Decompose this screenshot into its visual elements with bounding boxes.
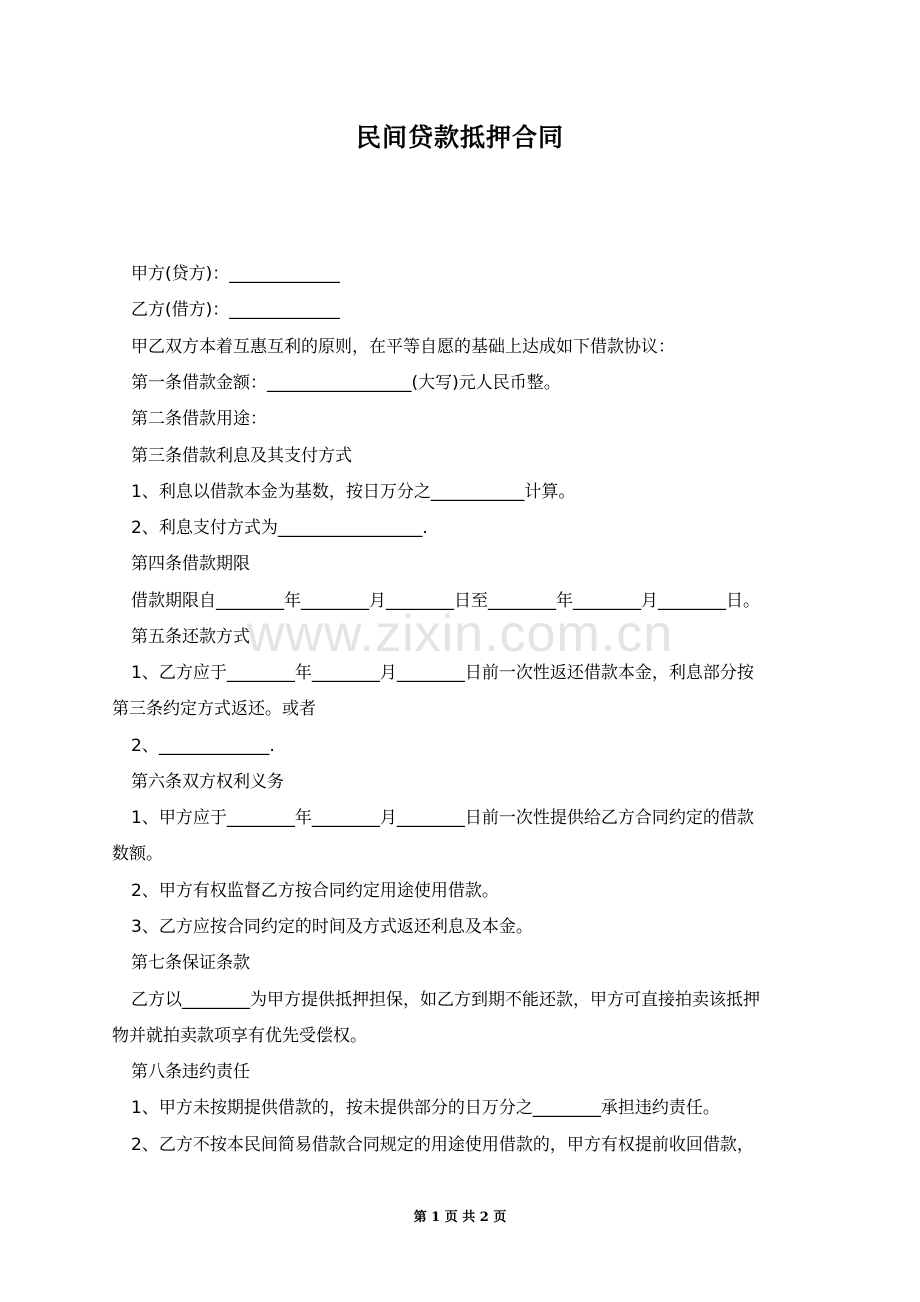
page-footer: 第 1 页 共 2 页 <box>413 1210 507 1225</box>
article-8-heading: 第八条违约责任 <box>131 1062 250 1082</box>
article-3-heading: 第三条借款利息及其支付方式 <box>131 446 352 466</box>
document-title: 民间贷款抵押合同 <box>355 123 564 152</box>
article-6-item-2: 2、甲方有权监督乙方按合同约定用途使用借款。 <box>131 881 499 901</box>
watermark: www.zixin.com.cn <box>246 605 674 663</box>
article-2-line: 第二条借款用途： <box>131 409 267 429</box>
article-7-clause-continued: 物并就拍卖款项享有优先受偿权。 <box>112 1026 367 1046</box>
article-7-heading: 第七条保证条款 <box>131 953 250 973</box>
article-5-heading: 第五条还款方式 <box>131 627 250 647</box>
article-1-line: 第一条借款金额：_________________(大写)元人民币整。 <box>131 373 561 393</box>
article-4-heading: 第四条借款期限 <box>131 554 250 574</box>
article-6-item-1: 1、甲方应于________年________月________日前一次性提供给乙方合同约定的借款 <box>131 808 754 828</box>
article-6-item-3: 3、乙方应按合同约定的时间及方式返还利息及本金。 <box>131 917 533 937</box>
article-3-item-1: 1、利息以借款本金为基数，按日万分之___________计算。 <box>131 482 576 502</box>
article-8-item-2: 2、乙方不按本民间简易借款合同规定的用途使用借款的，甲方有权提前收回借款， <box>131 1135 754 1155</box>
article-5-item-1: 1、乙方应于________年________月________日前一次性返还借款本金，利息部分按 <box>131 663 754 683</box>
article-7-clause: 乙方以________为甲方提供抵押担保，如乙方到期不能还款，甲方可直接拍卖该抵押 <box>131 990 760 1010</box>
article-5-item-2: 2、_____________. <box>131 736 275 756</box>
article-5-item-1-continued: 第三条约定方式返还。或者 <box>112 699 316 719</box>
party-b-line: 乙方(借方)：_____________ <box>131 300 340 320</box>
article-3-item-2: 2、利息支付方式为_________________. <box>131 518 428 538</box>
article-6-item-1-continued: 数额。 <box>112 844 163 864</box>
article-4-term-line: 借款期限自________年________月________日至________年________月________日。 <box>131 591 760 611</box>
preamble-line: 甲乙双方本着互惠互利的原则，在平等自愿的基础上达成如下借款协议： <box>131 337 675 357</box>
article-6-heading: 第六条双方权利义务 <box>131 772 284 792</box>
party-a-line: 甲方(贷方)：_____________ <box>131 264 340 284</box>
article-8-item-1: 1、甲方未按期提供借款的，按未提供部分的日万分之________承担违约责任。 <box>131 1098 720 1118</box>
